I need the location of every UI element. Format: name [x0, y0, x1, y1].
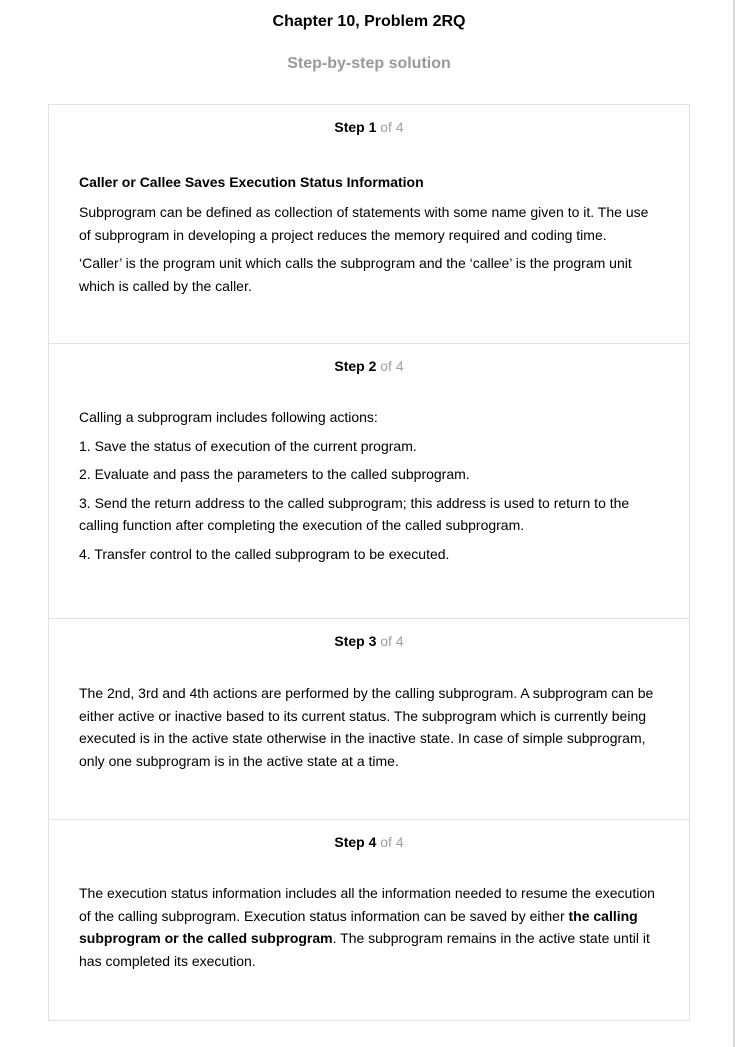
step-of-total: of 4 [380, 834, 404, 850]
step-list-item: 2. Evaluate and pass the parameters to the called subprogram. [79, 466, 470, 482]
solution-steps [48, 104, 690, 1021]
step-list-item: 1. Save the status of execution of the current program. [79, 437, 417, 454]
step-list-item: 4. Transfer control to the called subprogram to be executed. [79, 545, 450, 562]
paragraph-text-end: . The subprogram remains in the active state until it has completed its execution. [79, 930, 650, 969]
step-label: Step 4 [334, 834, 377, 850]
step-4 [49, 819, 689, 1020]
step-body [49, 851, 689, 972]
step-body [49, 136, 689, 297]
page-subtitle: Step-by-step solution [287, 55, 451, 72]
step-1 [49, 105, 689, 343]
step-paragraph: The 2nd, 3rd and 4th actions are performed by the calling subprogram. A subprogram can be either active or inactive based to its current status. The subprogram which is currently being executed is in the active state otherwise in the inactive state. In case of simple subprogram, only one subprogram is in the active state at a time. [79, 685, 654, 769]
step-header [49, 820, 689, 851]
step-body [49, 650, 689, 772]
step-of-total: of 4 [380, 358, 404, 374]
step-header [49, 344, 689, 375]
step-list-item: 3. Send the return address to the called subprogram; this address is used to return to the calling function after completing the execution of the called subprogram. [79, 494, 630, 533]
page-title: Chapter 10, Problem 2RQ [272, 13, 466, 30]
right-edge-divider [733, 0, 735, 1047]
step-paragraph: ‘Caller’ is the program unit which calls the subprogram and the ‘callee’ is the program unit which is called by the caller. [79, 255, 632, 294]
step-heading: Caller or Callee Saves Execution Status Information [79, 174, 424, 190]
step-3 [49, 618, 689, 819]
step-label: Step 3 [334, 633, 377, 649]
step-of-total: of 4 [380, 633, 404, 649]
step-paragraph: Calling a subprogram includes following actions: [79, 409, 378, 425]
step-paragraph: Subprogram can be defined as collection of statements with some name given to it. The use of subprogram in developing a project reduces the memory required and coding time. [79, 204, 649, 243]
step-header [49, 105, 689, 136]
step-label: Step 1 [334, 119, 377, 135]
paragraph-text-bold: the calling subprogram or the called subprogram [79, 907, 638, 946]
step-2 [49, 343, 689, 618]
step-paragraph [79, 882, 659, 972]
step-header [49, 619, 689, 650]
paragraph-text-start: The execution status information includes all the information needed to resume the execution of the calling subprogram. Execution status information can be saved by either [79, 885, 655, 924]
step-body [49, 375, 689, 565]
step-of-total: of 4 [380, 119, 404, 135]
step-label: Step 2 [334, 358, 377, 374]
